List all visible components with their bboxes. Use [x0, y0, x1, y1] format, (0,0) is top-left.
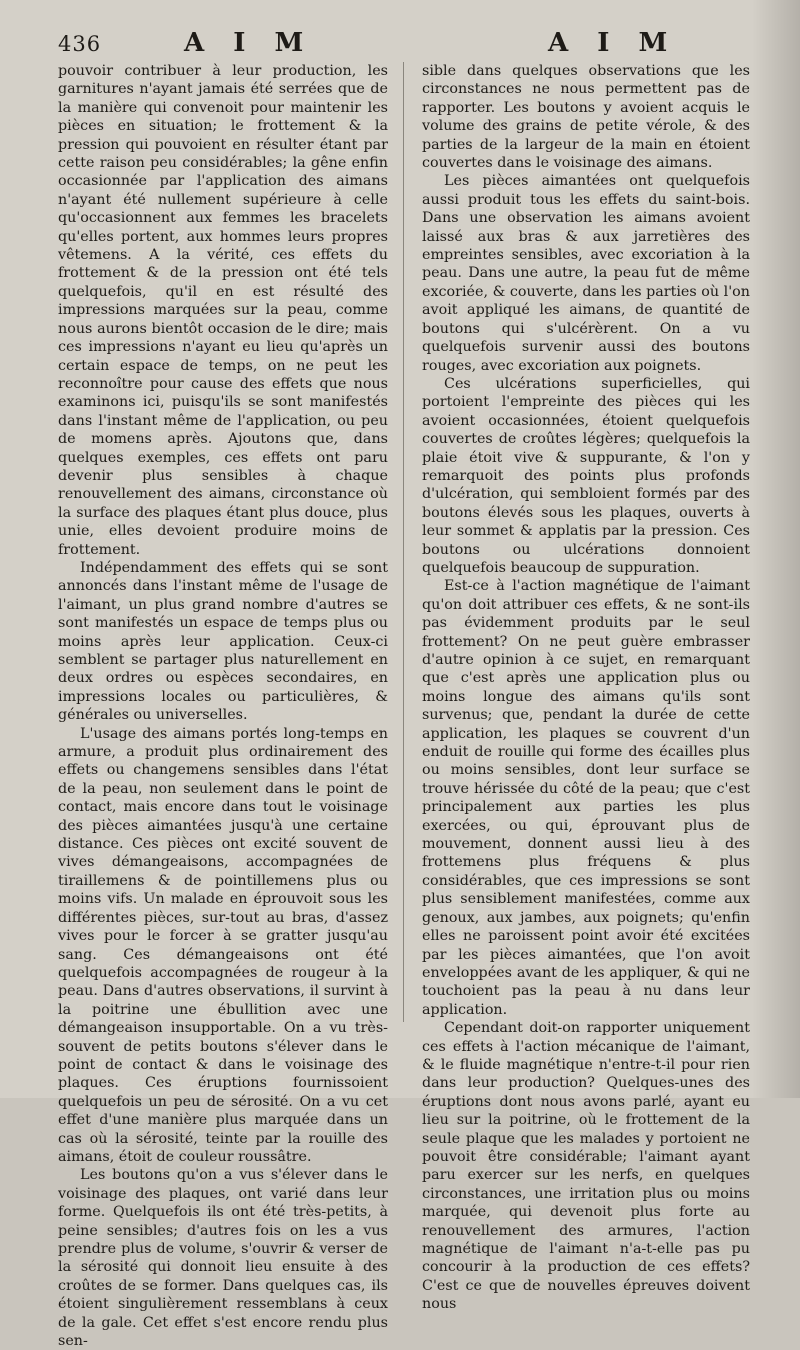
paragraph: Les pièces aimantées ont quelquefois aussi produit tous les effets du saint-bois. Dans une observation les aimans avoient laissé aux bras & aux jarretières des empreintes sensibles, avec excoriation à la peau. Dans une autre, la peau fut de même excoriée, & couverte, dans les parties où l'on avoit appliqué les aimans, de quantité de boutons qui s'ulcérèrent. On a vu quelquefois survenir aussi des boutons rouges, avec excoriation aux poignets. [422, 173, 750, 374]
running-title-left: A I M [184, 28, 314, 58]
paragraph: pouvoir contribuer à leur production, les garnitures n'ayant jamais été serrées que de la manière qui convenoit pour maintenir les pièces en situation; le frottement & la pression qui pouvoient en résulter étant par cette raison peu considérables; la gêne enfin occasionnée par l'application des aimans n'ayant été nullement supérieure à celle qu'occasionnent aux femmes les bracelets qu'elles portent, aux hommes leurs propres vêtemens. A la vérité, ces effets du frottement & de la pression ont été tels quelquefois, qu'il en est résulté des impressions marquées sur la peau, comme nous aurons bientôt occasion de le dire; mais ces impressions n'ayant eu lieu qu'après un certain espace de temps, on ne peut les reconnoître pour cause des effets que nous examinons ici, puisqu'ils se sont manifestés dans l'instant même de l'application, ou peu de momens après. Ajoutons que, dans quelques exemples, ces effets ont paru devenir plus sensibles à chaque renouvellement des aimans, circonstance où la surface des plaques étant plus douce, plus unie, elles devoient produire moins de frottement. [58, 63, 388, 558]
right-column [422, 62, 750, 1314]
page-number: 436 [58, 32, 102, 56]
paragraph: Cependant doit-on rapporter uniquement ces effets à l'action mécanique de l'aimant, & le fluide magnétique n'entre-t-il pour rien dans leur production? Quelques-unes des éruptions dont nous avons parlé, ayant eu lieu sur la poitrine, où le frottement de la seule plaque que les malades y portoient ne pouvoit être considérable; l'aimant ayant paru exercer sur les nerfs, en quelques circonstances, une irritation plus ou moins marquée, qui devenoit plus forte au renouvellement des armures, l'action magnétique de l'aimant n'a-t-elle pas pu concourir à la production de ces effets? C'est ce que de nouvelles épreuves doivent nous [422, 1020, 750, 1313]
running-title-right: A I M [548, 28, 678, 58]
paragraph: Les boutons qu'on a vus s'élever dans le voisinage des plaques, ont varié dans leur forme. Quelquefois ils ont été très-petits, à peine sensibles; d'autres fois on les a vus prendre plus de volume, s'ouvrir & verser de la sérosité qui donnoit lieu ensuite à des croûtes de se former. Dans quelques cas, ils étoient singulièrement ressemblans à ceux de la gale. Cet effet s'est encore rendu plus sen- [58, 1167, 388, 1350]
page-edge-shadow [752, 0, 800, 1098]
page-header [0, 24, 800, 64]
paragraph: Ces ulcérations superficielles, qui portoient l'empreinte des pièces qui les avoient occasionnées, étoient quelquefois couvertes de croûtes légères; quelquefois la plaie étoit vive & suppurante, & l'on y remarquoit des points plus profonds d'ulcération, qui sembloient formés par des boutons élevés sous les plaques, ouverts à leur sommet & applatis par la pression. Ces boutons ou ulcérations donnoient quelquefois beaucoup de suppuration. [422, 375, 750, 576]
paragraph: Est-ce à l'action magnétique de l'aimant qu'on doit attribuer ces effets, & ne sont-ils pas évidemment produits par le seul frottement? On ne peut guère embrasser d'autre opinion à ce sujet, en remarquant que c'est après une application plus ou moins longue des aimans qu'ils sont survenus; que, pendant la durée de cette application, les plaques se couvrent d'un enduit de rouille qui forme des écailles plus ou moins sensibles, dont leur surface se trouve hérissée du côté de la peau; que c'est principalement aux parties les plus exercées, ou qui, éprouvant plus de mouvement, donnent aussi lieu à des frottemens plus fréquens & plus considérables, que ces impressions se sont plus sensiblement manifestées, comme aux genoux, aux jambes, aux poignets; qu'enfin elles ne paroissent point avoir été excitées par les pièces aimantées, que l'on avoit enveloppées avant de les appliquer, & qui ne touchoient pas la peau à nu dans leur application. [422, 578, 750, 1018]
paragraph: Indépendamment des effets qui se sont annoncés dans l'instant même de l'usage de l'aimant, un plus grand nombre d'autres se sont manifestés un espace de temps plus ou moins après leur application. Ceux-ci semblent se partager plus naturellement en deux ordres ou espèces secondaires, en impressions locales ou particulières, & générales ou universelles. [58, 559, 388, 724]
left-column [58, 62, 388, 1350]
paragraph: L'usage des aimans portés long-temps en armure, a produit plus ordinairement des effets ou changemens sensibles dans l'état de la peau, non seulement dans le point de contact, mais encore dans tout le voisinage des pièces aimantées jusqu'à une certaine distance. Ces pièces ont excité souvent de vives démangeaisons, accompagnées de tiraillemens & de pointillemens plus ou moins vifs. Un malade en éprouvoit sous les différentes pièces, sur-tout au bras, d'assez vives pour le forcer à se gratter jusqu'au sang. Ces démangeaisons ont été quelquefois accompagnées de rougeur à la peau. Dans d'autres observations, il survint à la poitrine une ébullition avec une démangeaison insupportable. On a vu très-souvent de petits boutons s'élever dans le point de contact & dans le voisinage des plaques. Ces éruptions fournissoient quelquefois un peu de sérosité. On a vu cet effet d'une manière plus marquée dans un cas où la sérosité, teinte par la rouille des aimans, étoit de couleur roussâtre. [58, 725, 388, 1165]
paragraph: sible dans quelques observations que les circonstances ne nous permettent pas de rapporter. Les boutons y avoient acquis le volume des grains de petite vérole, & des parties de la largeur de la main en étoient couvertes dans le voisinage des aimans. [422, 63, 750, 172]
column-divider [403, 62, 404, 1022]
